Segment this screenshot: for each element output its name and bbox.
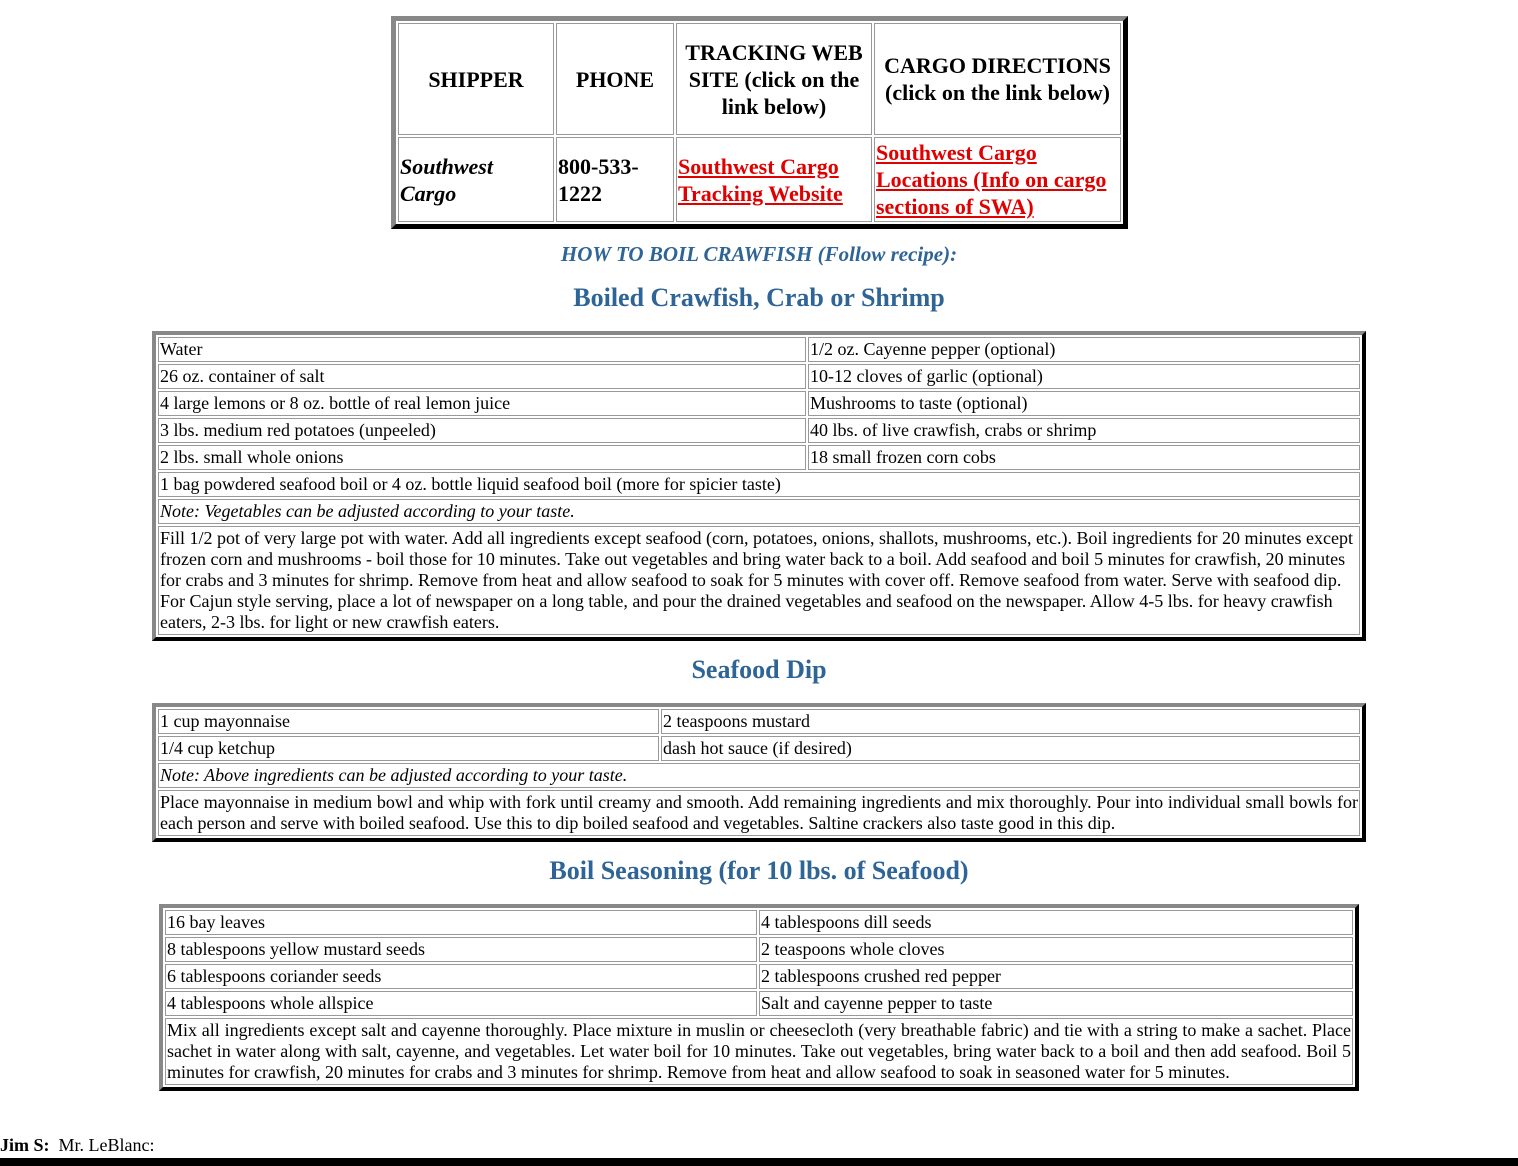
cargo-locations-link[interactable]: Southwest Cargo Locations (Info on cargo sections of SWA)	[876, 140, 1107, 219]
ingredient: 8 tablespoons yellow mustard seeds	[165, 937, 757, 962]
ingredient: 40 lbs. of live crawfish, crabs or shrimp	[808, 418, 1360, 443]
ingredient: 4 tablespoons whole allspice	[165, 991, 757, 1016]
recipe-note: Note: Above ingredients can be adjusted according to your taste.	[158, 763, 1360, 788]
ingredient: 10-12 cloves of garlic (optional)	[808, 364, 1360, 389]
recipe-instructions: Place mayonnaise in medium bowl and whip with fork until creamy and smooth. Add remaining ingredients and mix thoroughly. Pour into individual small bowls for each person and serve with boiled seafood. Use this to dip boiled seafood and vegetables. Saltine crackers also taste good in this dip.	[158, 790, 1360, 836]
header-phone: PHONE	[556, 23, 674, 135]
ingredient: Salt and cayenne pepper to taste	[759, 991, 1353, 1016]
ingredient: dash hot sauce (if desired)	[661, 736, 1360, 761]
ingredient: 4 tablespoons dill seeds	[759, 910, 1353, 935]
ingredient: Water	[158, 337, 806, 362]
ingredient: 16 bay leaves	[165, 910, 757, 935]
recipe-table-dip	[152, 703, 1366, 842]
recipe-title: Boiled Crawfish, Crab or Shrimp	[573, 283, 945, 312]
intro-heading: HOW TO BOIL CRAWFISH (Follow recipe):	[560, 242, 958, 266]
ingredient: 2 teaspoons whole cloves	[759, 937, 1353, 962]
ingredient: 18 small frozen corn cobs	[808, 445, 1360, 470]
recipe-title: Boil Seasoning (for 10 lbs. of Seafood)	[549, 856, 969, 885]
recipe-table-seasoning	[159, 904, 1359, 1091]
recipe-instructions: Mix all ingredients except salt and cayenne thoroughly. Place mixture in muslin or cheesecloth (very breathable fabric) and tie with a string to make a sachet. Place sachet in water along with salt, cayenne, and vegetables. Let water boil for 10 minutes. Take out vegetables, bring water back to a boil and then add seafood. Boil 5 minutes for crawfish, 20 minutes for crabs and 3 minutes for shrimp. Remove from heat and allow seafood to soak in seasoned water for 5 minutes.	[165, 1018, 1353, 1085]
bottom-bar	[0, 1158, 1518, 1166]
ingredient: 4 large lemons or 8 oz. bottle of real lemon juice	[158, 391, 806, 416]
speaker-name: Jim S:	[0, 1135, 50, 1155]
dialogue-line	[0, 1135, 154, 1155]
ingredient: 26 oz. container of salt	[158, 364, 806, 389]
dialogue-text: Mr. LeBlanc:	[58, 1135, 155, 1155]
recipe-title: Seafood Dip	[691, 655, 827, 684]
ingredient: 1 bag powdered seafood boil or 4 oz. bottle liquid seafood boil (more for spicier taste)	[158, 472, 1360, 497]
ingredient: 1/4 cup ketchup	[158, 736, 659, 761]
header-tracking: TRACKING WEB SITE (click on the link below)	[676, 23, 872, 135]
recipe-instructions: Fill 1/2 pot of very large pot with water. Add all ingredients except seafood (corn, potatoes, onions, shallots, mushrooms, etc.). Boil ingredients for 20 minutes except frozen corn and mushrooms - boil those for 10 minutes. Take out vegetables and bring water back to a boil. Add seafood and boil 5 minutes for crawfish, 20 minutes for crabs and 3 minutes for shrimp. Remove from heat and allow seafood to soak for 5 minutes with cover off. Remove seafood from water. Serve with seafood dip. For Cajun style serving, place a lot of newspaper on a long table, and pour the drained vegetables and seafood on the newspaper. Allow 4-5 lbs. for heavy crawfish eaters, 2-3 lbs. for light or new crawfish eaters.	[158, 526, 1360, 635]
ingredient: 2 teaspoons mustard	[661, 709, 1360, 734]
recipe-table-crawfish	[152, 331, 1366, 641]
header-directions: CARGO DIRECTIONS (click on the link below)	[874, 23, 1121, 135]
shipping-table	[391, 16, 1128, 229]
ingredient: 3 lbs. medium red potatoes (unpeeled)	[158, 418, 806, 443]
ingredient: Mushrooms to taste (optional)	[808, 391, 1360, 416]
ingredient: 1/2 oz. Cayenne pepper (optional)	[808, 337, 1360, 362]
shipper-name: Southwest Cargo	[398, 137, 554, 222]
ingredient: 2 tablespoons crushed red pepper	[759, 964, 1353, 989]
ingredient: 2 lbs. small whole onions	[158, 445, 806, 470]
tracking-link[interactable]: Southwest Cargo Tracking Website	[678, 153, 843, 206]
shipper-phone: 800-533-1222	[556, 137, 674, 222]
header-shipper: SHIPPER	[398, 23, 554, 135]
ingredient: 6 tablespoons coriander seeds	[165, 964, 757, 989]
ingredient: 1 cup mayonnaise	[158, 709, 659, 734]
recipe-note: Note: Vegetables can be adjusted according to your taste.	[158, 499, 1360, 524]
